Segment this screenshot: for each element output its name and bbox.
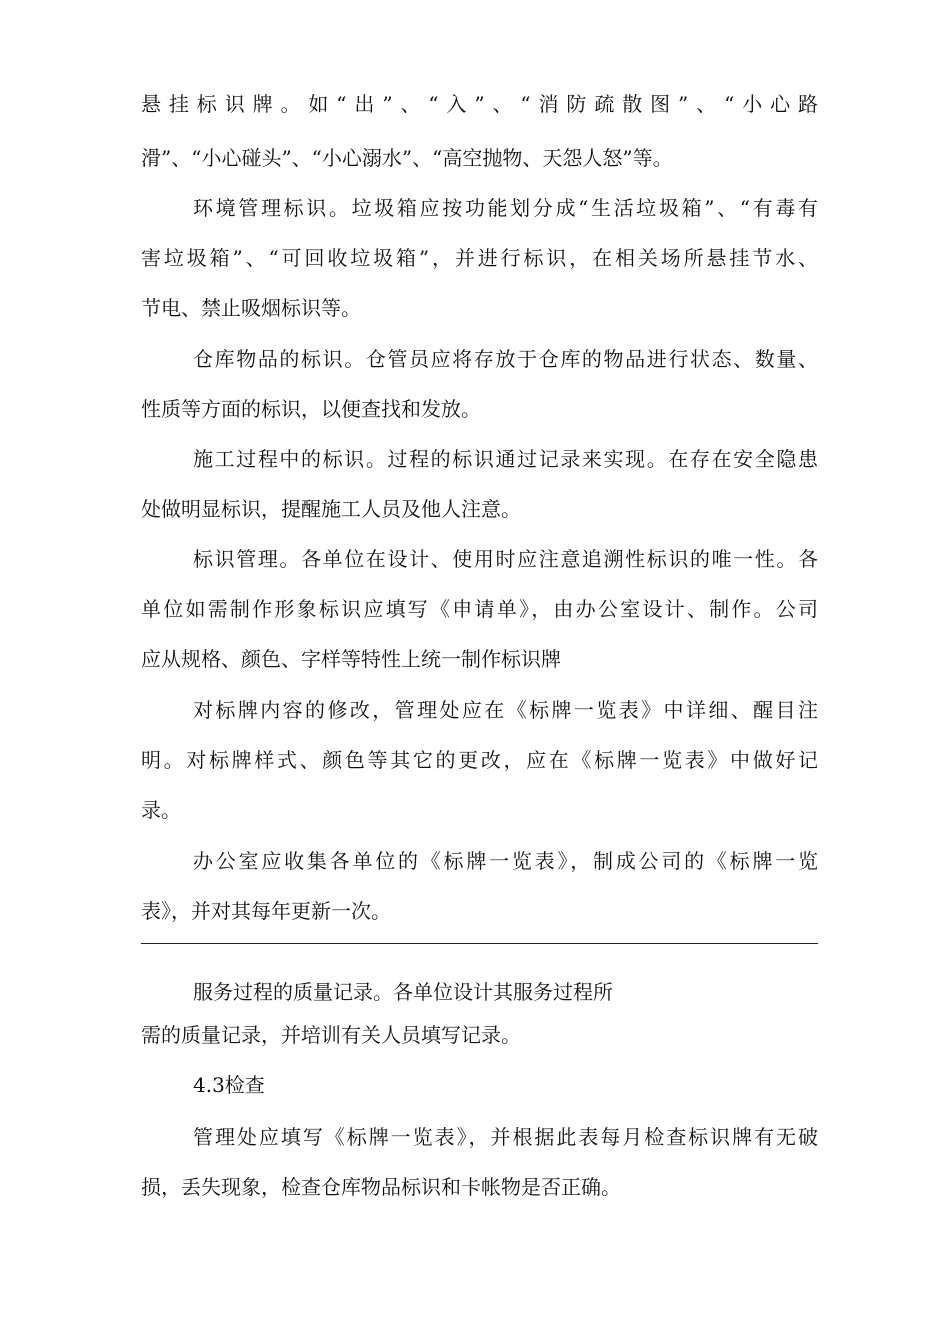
- text-line: 节电、禁止吸烟标识等。: [141, 296, 361, 320]
- paragraph-start: 办公室应收集各单位的《标牌一览表》，制成公司的《标牌一览: [193, 849, 818, 873]
- paragraph-start: 仓库物品的标识。仓管员应将存放于仓库的物品进行状态、数量、: [193, 347, 818, 371]
- text-line: 明。对标牌样式、颜色等其它的更改，应在《标牌一览表》中做好记: [141, 748, 818, 772]
- text-line: 害垃圾箱”、“可回收垃圾箱”，并进行标识，在相关场所悬挂节水、: [141, 246, 818, 270]
- paragraph-start: 施工过程中的标识。过程的标识通过记录来实现。在存在安全隐患: [193, 447, 818, 471]
- text-line: 处做明显标识，提醒施工人员及他人注意。: [141, 497, 521, 521]
- text-line: 单位如需制作形象标识应填写《申请单》，由办公室设计、制作。公司: [141, 597, 818, 621]
- text-line: 损，丢失现象，检查仓库物品标识和卡帐物是否正确。: [141, 1175, 621, 1199]
- paragraph-start: 服务过程的质量记录。各单位设计其服务过程所: [193, 980, 613, 1004]
- paragraph-start: 管理处应填写《标牌一览表》，并根据此表每月检查标识牌有无破: [193, 1125, 818, 1149]
- paragraph-start: 对标牌内容的修改，管理处应在《标牌一览表》中详细、醒目注: [193, 698, 818, 722]
- text-line: 悬挂标识牌。如“出”、“入”、“消防疏散图”、“小心路: [141, 92, 818, 116]
- section-heading: 4.3检查: [193, 1073, 265, 1097]
- paragraph-start: 环境管理标识。垃圾箱应按功能划分成“生活垃圾箱”、“有毒有: [193, 196, 818, 220]
- text-line: 应从规格、颜色、字样等特性上统一制作标识牌: [141, 647, 561, 671]
- horizontal-divider: [141, 943, 818, 944]
- text-line: 录。: [141, 798, 181, 822]
- text-line: 滑”、“小心碰头”、“小心溺水”、“高空抛物、天怨人怒”等。: [141, 146, 673, 170]
- text-line: 性质等方面的标识，以便查找和发放。: [141, 397, 481, 421]
- text-line: 表》，并对其每年更新一次。: [141, 899, 391, 923]
- paragraph-start: 标识管理。各单位在设计、使用时应注意追溯性标识的唯一性。各: [193, 547, 818, 571]
- text-line: 需的质量记录，并培训有关人员填写记录。: [141, 1023, 521, 1047]
